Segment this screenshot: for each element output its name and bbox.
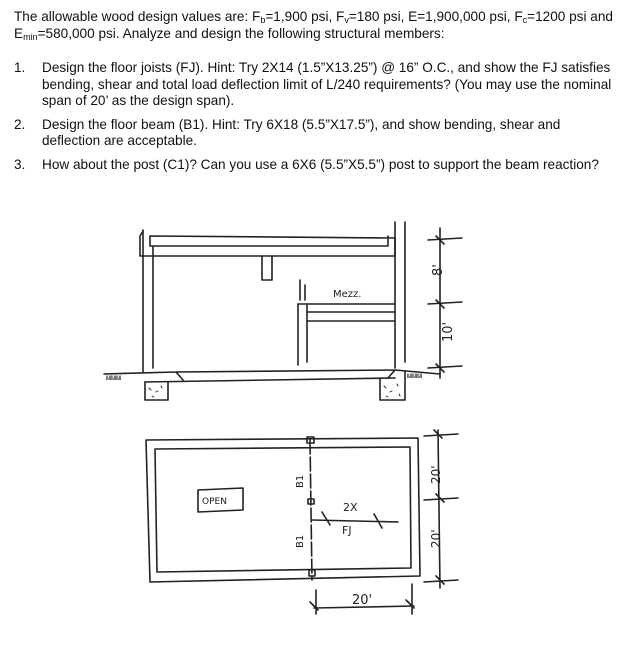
dim-right-bottom: 20' <box>429 529 443 548</box>
beam-b1-line <box>310 440 312 580</box>
footing-hatch <box>149 384 400 397</box>
right-wall <box>395 222 405 368</box>
plan-outer-wall <box>146 438 420 582</box>
fb-subscript: b <box>260 15 266 25</box>
ground-hatch-left: ⩏⩏⩏ <box>106 373 122 383</box>
dim-right-top: 20' <box>429 465 443 484</box>
mezz-hanger <box>300 280 305 300</box>
emin-subscript: min <box>23 32 38 42</box>
mezz-floor <box>298 304 395 321</box>
left-wall <box>143 230 153 372</box>
mezz-label: Mezz. <box>333 289 362 300</box>
dim-label-mid: 10' <box>441 321 456 342</box>
dim-label-top: 8' <box>431 264 446 276</box>
joist-size-label: 2X <box>343 501 358 514</box>
ground-hatch-right: ⩏⩏⩏ <box>407 371 423 381</box>
question-text: Design the floor beam (B1). Hint: Try 6X18 (5.5”X17.5”), and show bending, shear and deflection are acceptable. <box>42 116 561 148</box>
ground-slab <box>104 370 440 382</box>
intro-text-3: =180 psi, E=1,900,000 psi, F <box>348 9 523 24</box>
question-text: How about the post (C1)? Can you use a 6X6 (5.5”X5.5”) post to support the beam reaction? <box>42 156 599 172</box>
intro-text-1: The allowable wood design values are: F <box>14 9 261 24</box>
b1-label-bottom: B1 <box>295 534 306 548</box>
fv-subscript: v <box>344 15 349 25</box>
question-number: 3. <box>14 156 26 172</box>
plan-view <box>146 430 458 614</box>
open-label: OPEN <box>202 497 227 507</box>
dim-bottom-label: 20' <box>352 593 373 608</box>
question-text: Design the floor joists (FJ). Hint: Try 2X14 (1.5”X13.25”) @ 16” O.C., and show the FJ satisfies bending, shear and total load deflection limit of L/240 requirements? (You may use the nominal span of 20’ as the design span). <box>42 60 612 108</box>
fc-subscript: c <box>522 15 528 25</box>
joist-fj-label: FJ <box>342 524 352 537</box>
joist-span-line <box>312 512 398 528</box>
intro-text-2: =1,900 psi, F <box>265 9 345 24</box>
b1-label-top: B1 <box>295 474 306 488</box>
section-view <box>104 222 462 400</box>
question-number: 2. <box>14 116 26 132</box>
intro-text-4: =1200 psi and E <box>14 9 613 41</box>
dimension-line-vertical <box>428 228 462 378</box>
roof-slab <box>140 231 395 256</box>
intro-text-5: =580,000 psi. Analyze and design the following structural members: <box>37 26 445 41</box>
mezz-column <box>298 304 307 365</box>
question-number: 1. <box>14 60 26 75</box>
plan-inner-wall <box>155 447 411 572</box>
roof-hanger <box>262 256 272 280</box>
left-footing <box>145 382 168 400</box>
plan-dimension-right <box>424 430 458 588</box>
